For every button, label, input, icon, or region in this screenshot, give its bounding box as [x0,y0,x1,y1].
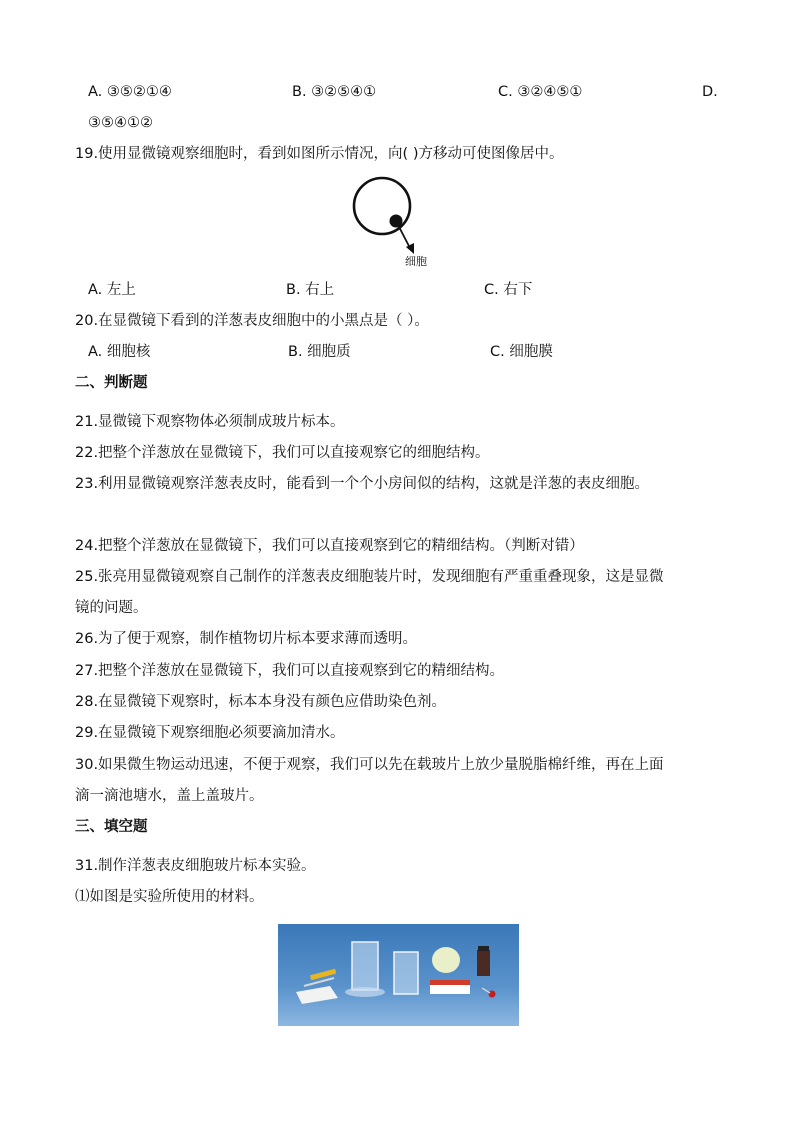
q28: 28.在显微镜下观察时，标本本身没有颜色应借助染色剂。 [75,694,447,710]
field-circle [354,178,410,234]
dropper-bulb-shape [489,991,496,998]
beaker-shape [352,942,378,990]
q19-option-a: A. 左上 [88,282,136,298]
figure-label: 细胞 [405,255,427,268]
section-title-judgment: 二、判断题 [75,375,148,391]
q24: 24.把整个洋葱放在显微镜下，我们可以直接观察到它的精细结构。（判断对错） [75,538,584,554]
q20-option-b: B. 细胞质 [288,344,351,360]
slide-box-lid [430,980,470,985]
q27: 27.把整个洋葱放在显微镜下，我们可以直接观察到它的精细结构。 [75,663,505,679]
q25-line2: 镜的问题。 [75,600,148,616]
q29: 29.在显微镜下观察细胞必须要滴加清水。 [75,725,345,741]
microscope-field-figure [345,172,435,272]
q18-option-a: A. ③⑤②①④ [88,84,172,100]
q30-line1: 30.如果微生物运动迅速，不便于观察，我们可以先在载玻片上放少量脱脂棉纤维，再在上面 [75,757,664,773]
q18-option-d-value: ③⑤④①② [88,115,153,131]
q20-stem: 20.在显微镜下看到的洋葱表皮细胞中的小黑点是（ ）。 [75,313,429,329]
q19-option-b: B. 右上 [286,282,335,298]
onion-shape [432,947,460,973]
iodine-bottle-shape [477,950,490,976]
water-glass-shape [394,952,418,994]
q22: 22.把整个洋葱放在显微镜下，我们可以直接观察它的细胞结构。 [75,445,490,461]
dish-shape [345,987,385,997]
q18-option-c: C. ③②④⑤① [498,84,583,100]
section-title-fill-blank: 三、填空题 [75,819,148,835]
q19-option-c: C. 右下 [484,282,533,298]
q31-stem: 31.制作洋葱表皮细胞玻片标本实验。 [75,858,316,874]
lab-materials-photo [278,924,519,1026]
microscope-field-svg [345,172,435,272]
q23: 23.利用显微镜观察洋葱表皮时，能看到一个个小房间似的结构，这就是洋葱的表皮细胞。 [75,476,650,492]
q21: 21.显微镜下观察物体必须制成玻片标本。 [75,414,345,430]
lab-materials-svg [278,924,519,1026]
q19-stem: 19.使用显微镜观察细胞时，看到如图所示情况，向( )方移动可使图像居中。 [75,146,564,162]
q20-option-c: C. 细胞膜 [490,344,553,360]
q30-line2: 滴一滴池塘水，盖上盖玻片。 [75,788,264,804]
arrow-head [406,243,414,254]
q31-sub1: ⑴如图是实验所使用的材料。 [75,889,264,905]
q20-option-a: A. 细胞核 [88,344,151,360]
q18-option-b: B. ③②⑤④① [292,84,377,100]
bottle-cap-shape [478,946,489,951]
q25-line1: 25.张亮用显微镜观察自己制作的洋葱表皮细胞装片时，发现细胞有严重重叠现象，这是显微 [75,569,664,585]
q18-option-d-label: D. [702,84,718,100]
q26: 26.为了便于观察，制作植物切片标本要求薄而透明。 [75,631,418,647]
